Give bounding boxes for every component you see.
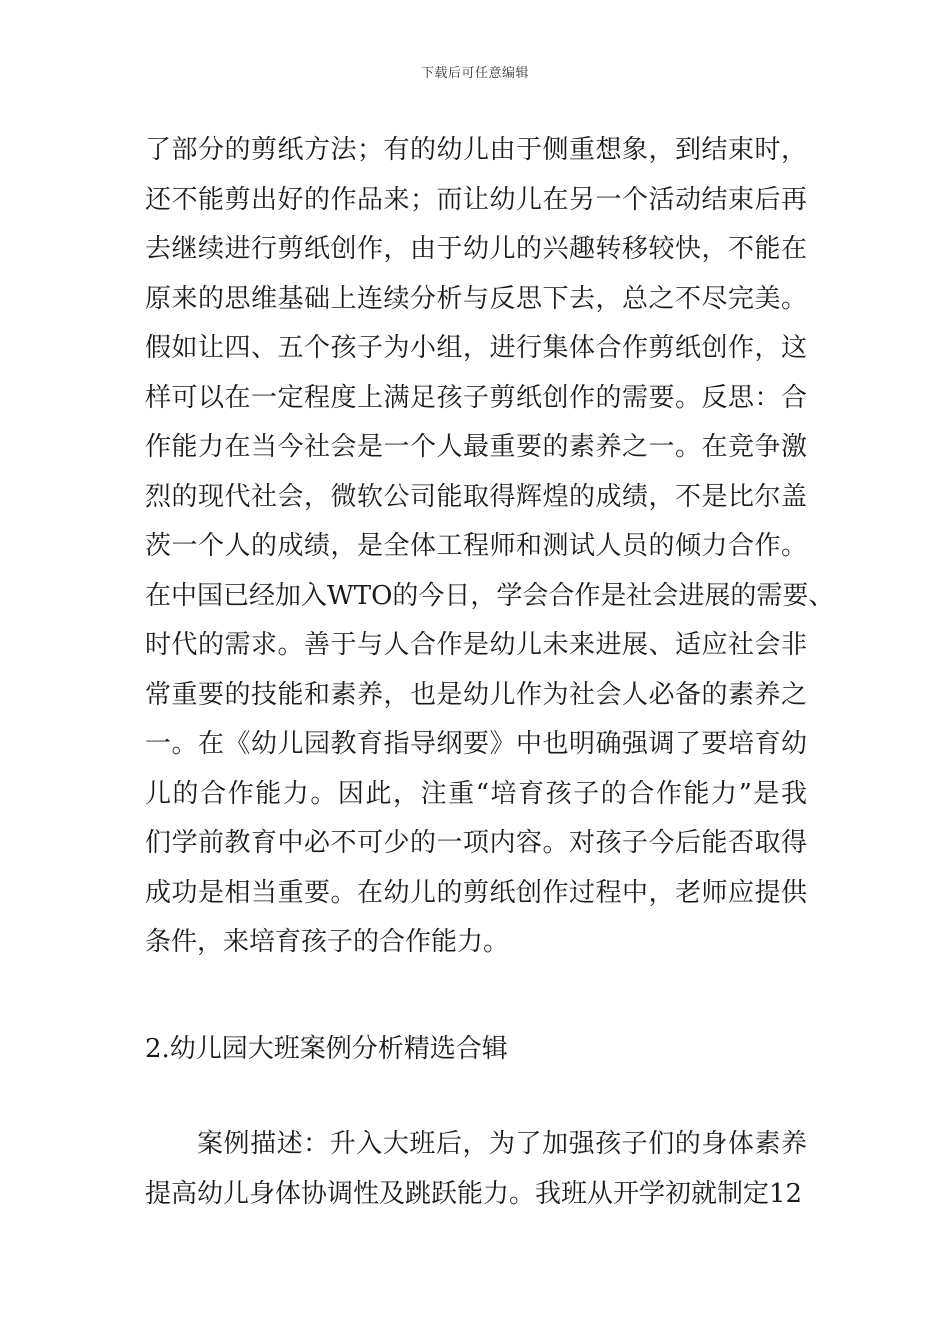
- text-line: 烈的现代社会，微软公司能取得辉煌的成绩，不是比尔盖: [145, 481, 807, 512]
- text-line: 时代的需求。善于与人合作是幼儿未来进展、适应社会非: [145, 630, 807, 660]
- text-line: 样可以在一定程度上满足孩子剪纸创作的需要。反思：合: [145, 382, 807, 413]
- text-line: 成功是相当重要。在幼儿的剪纸创作过程中，老师应提供: [145, 877, 807, 908]
- text-line: 提高幼儿身体协调性及跳跃能力。我班从开学初就制定12: [145, 1178, 803, 1209]
- text-line: 案例描述：升入大班后，为了加强孩子们的身体素养: [197, 1129, 807, 1159]
- text-line: 常重要的技能和素养，也是幼儿作为社会人必备的素养之: [145, 679, 807, 710]
- text-line: 假如让四、五个孩子为小组，进行集体合作剪纸创作，这: [145, 333, 807, 363]
- text-line: 原来的思维基础上连续分析与反思下去，总之不尽完美。: [145, 283, 807, 314]
- text-line: 们学前教育中必不可少的一项内容。对孩子今后能否取得: [145, 828, 807, 858]
- text-line: 在中国已经加入WTO的今日，学会合作是社会进展的需要、: [145, 580, 835, 611]
- text-line: 条件，来培育孩子的合作能力。: [145, 927, 510, 957]
- page-header: 下载后可任意编辑: [420, 66, 529, 81]
- text-line: 还不能剪出好的作品来；而让幼儿在另一个活动结束后再: [145, 184, 807, 215]
- text-line: 儿的合作能力。因此，注重“培育孩子的合作能力”是我: [145, 778, 807, 809]
- body-paragraph: [145, 126, 835, 968]
- text-line: 一。在《幼儿园教育指导纲要》中也明确强调了要培育幼: [145, 729, 807, 759]
- text-line: 了部分的剪纸方法；有的幼儿由于侧重想象，到结束时，: [145, 135, 807, 165]
- text-line: 作能力在当今社会是一个人最重要的素养之一。在竞争激: [145, 432, 807, 462]
- section-heading: 2.幼儿园大班案例分析精选合辑: [145, 1034, 508, 1064]
- case-description: [145, 1120, 807, 1219]
- text-line: 茨一个人的成绩，是全体工程师和测试人员的倾力合作。: [145, 531, 807, 561]
- text-line: 去继续进行剪纸创作，由于幼儿的兴趣转移较快，不能在: [145, 234, 807, 264]
